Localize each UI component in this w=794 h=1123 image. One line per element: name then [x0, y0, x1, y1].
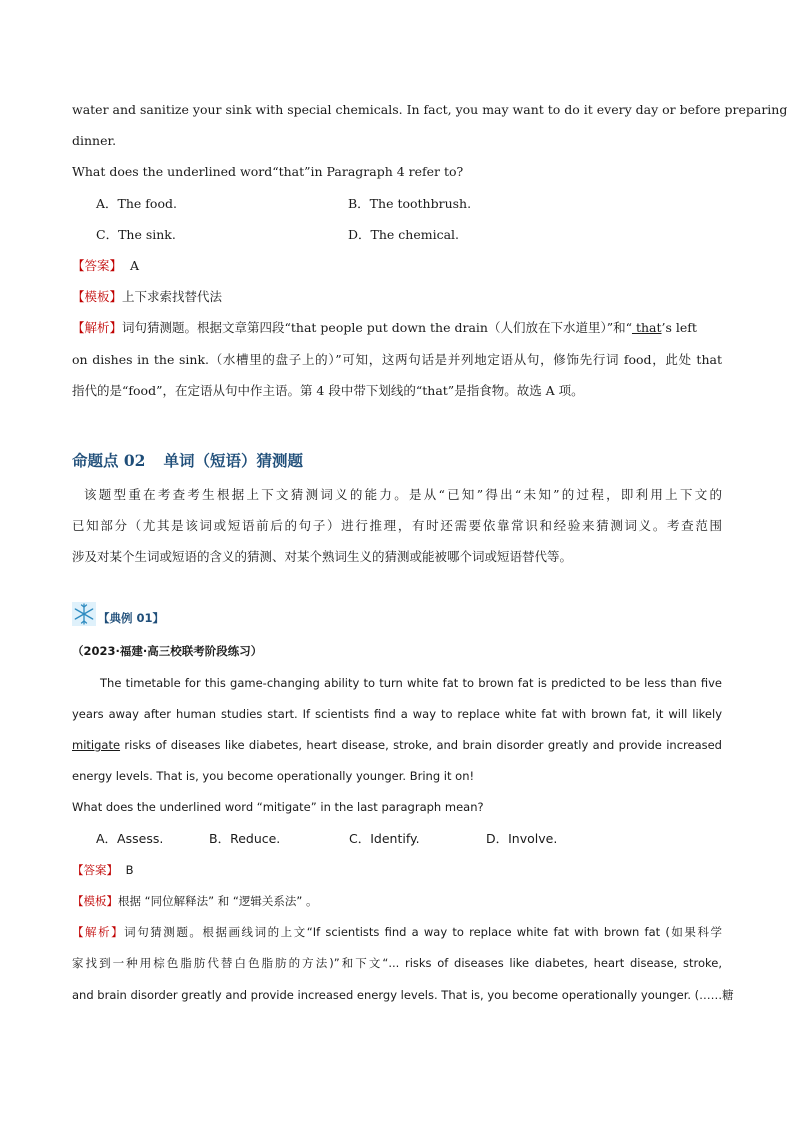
analysis-label: 【解析】: [72, 320, 123, 335]
option-b: B．The toothbrush.: [348, 196, 472, 211]
analysis-row: [72, 320, 722, 336]
template-label: 【模板】: [72, 894, 118, 908]
template-row: [72, 893, 722, 909]
section-intro: 该题型重在考查考生根据上下文猜测词义的能力。是从“已知”得出“未知”的过程，即利用上下文的: [84, 487, 722, 502]
example-passage: The timetable for this game-changing ability to turn white fat to brown fat is predicted to be less than five: [100, 676, 722, 690]
passage-line: water and sanitize your sink with special chemicals. In fact, you may want to do it every day or before preparing: [72, 102, 788, 117]
option-c: C．Identify.: [349, 831, 420, 846]
answer-label: 【答案】: [72, 258, 123, 273]
template-label: 【模板】: [72, 289, 123, 304]
section-heading: [72, 449, 303, 471]
analysis-text: 词句猜测题。根据画线词的上文“If scientists find a way to replace white fat with brown fat (如果科学: [124, 925, 723, 939]
question-text: What does the underlined word “mitigate” in the last paragraph mean?: [72, 800, 484, 814]
option-a: A．The food.: [96, 196, 177, 211]
underlined-word: mitigate: [72, 738, 121, 752]
answer-row: [72, 258, 722, 274]
example-passage: years away after human studies start. If scientists find a way to replace white fat with brown fat, it will likely: [72, 707, 722, 721]
template-row: [72, 289, 722, 305]
answer-row: [72, 862, 722, 878]
example-passage: energy levels. That is, you become operationally younger. Bring it on!: [72, 769, 475, 783]
analysis-label: 【解析】: [72, 925, 125, 939]
section-title: 单词（短语）猜测题: [163, 451, 303, 470]
template-text: 上下求索找替代法: [122, 289, 223, 304]
answer-value: B: [125, 863, 134, 877]
analysis-text: 词句猜测题。根据文章第四段“that people put down the drain（人们放在下水道里）”和“: [122, 320, 632, 335]
passage-text: risks of diseases like diabetes, heart disease, stroke, and brain disorder greatly and provide increased: [120, 738, 722, 752]
option-d: D．Involve.: [486, 831, 558, 846]
snowflake-icon: [72, 602, 96, 626]
section-intro: 涉及对某个生词或短语的含义的猜测、对某个熟词生义的猜测或能被哪个词或短语替代等。: [72, 549, 573, 564]
analysis-line: 指代的是“food”，在定语从句中作主语。第 4 段中带下划线的“that”是指食物。故选 A 项。: [72, 383, 584, 398]
option-a: A．Assess.: [96, 831, 164, 846]
template-text: 根据 “同位解释法” 和 “逻辑关系法” 。: [118, 894, 318, 908]
option-d: D．The chemical.: [348, 227, 460, 242]
passage-line: dinner.: [72, 133, 117, 148]
option-b: B．Reduce.: [209, 831, 281, 846]
analysis-line: and brain disorder greatly and provide increased energy levels. That is, you become operationally younger. (……糖: [72, 988, 734, 1002]
analysis-line: on dishes in the sink.（水槽里的盘子上的）”可知，这两句话是并列地定语从句，修饰先行词 food，此处 that: [72, 352, 722, 367]
analysis-row: [72, 924, 722, 940]
question-text: What does the underlined word“that”in Paragraph 4 refer to?: [72, 164, 464, 179]
answer-label: 【答案】: [72, 863, 118, 877]
underlined-word: that: [631, 320, 662, 335]
section-number: 命题点 02: [72, 451, 146, 470]
answer-value: A: [130, 258, 140, 273]
analysis-line: 家找到一种用棕色脂肪代替白色脂肪的方法)”和下文“... risks of diseases like diabetes, heart disease, stroke,: [72, 956, 722, 970]
example-source: （2023·福建·高三校联考阶段练习）: [72, 644, 263, 658]
option-c: C．The sink.: [96, 227, 176, 242]
example-passage: [72, 737, 722, 753]
example-label: 【典例 01】: [98, 611, 165, 625]
analysis-text: ’s left: [661, 320, 697, 335]
section-intro: 已知部分（尤其是该词或短语前后的句子）进行推理，有时还需要依靠常识和经验来猜测词义。考查范围: [72, 518, 722, 533]
